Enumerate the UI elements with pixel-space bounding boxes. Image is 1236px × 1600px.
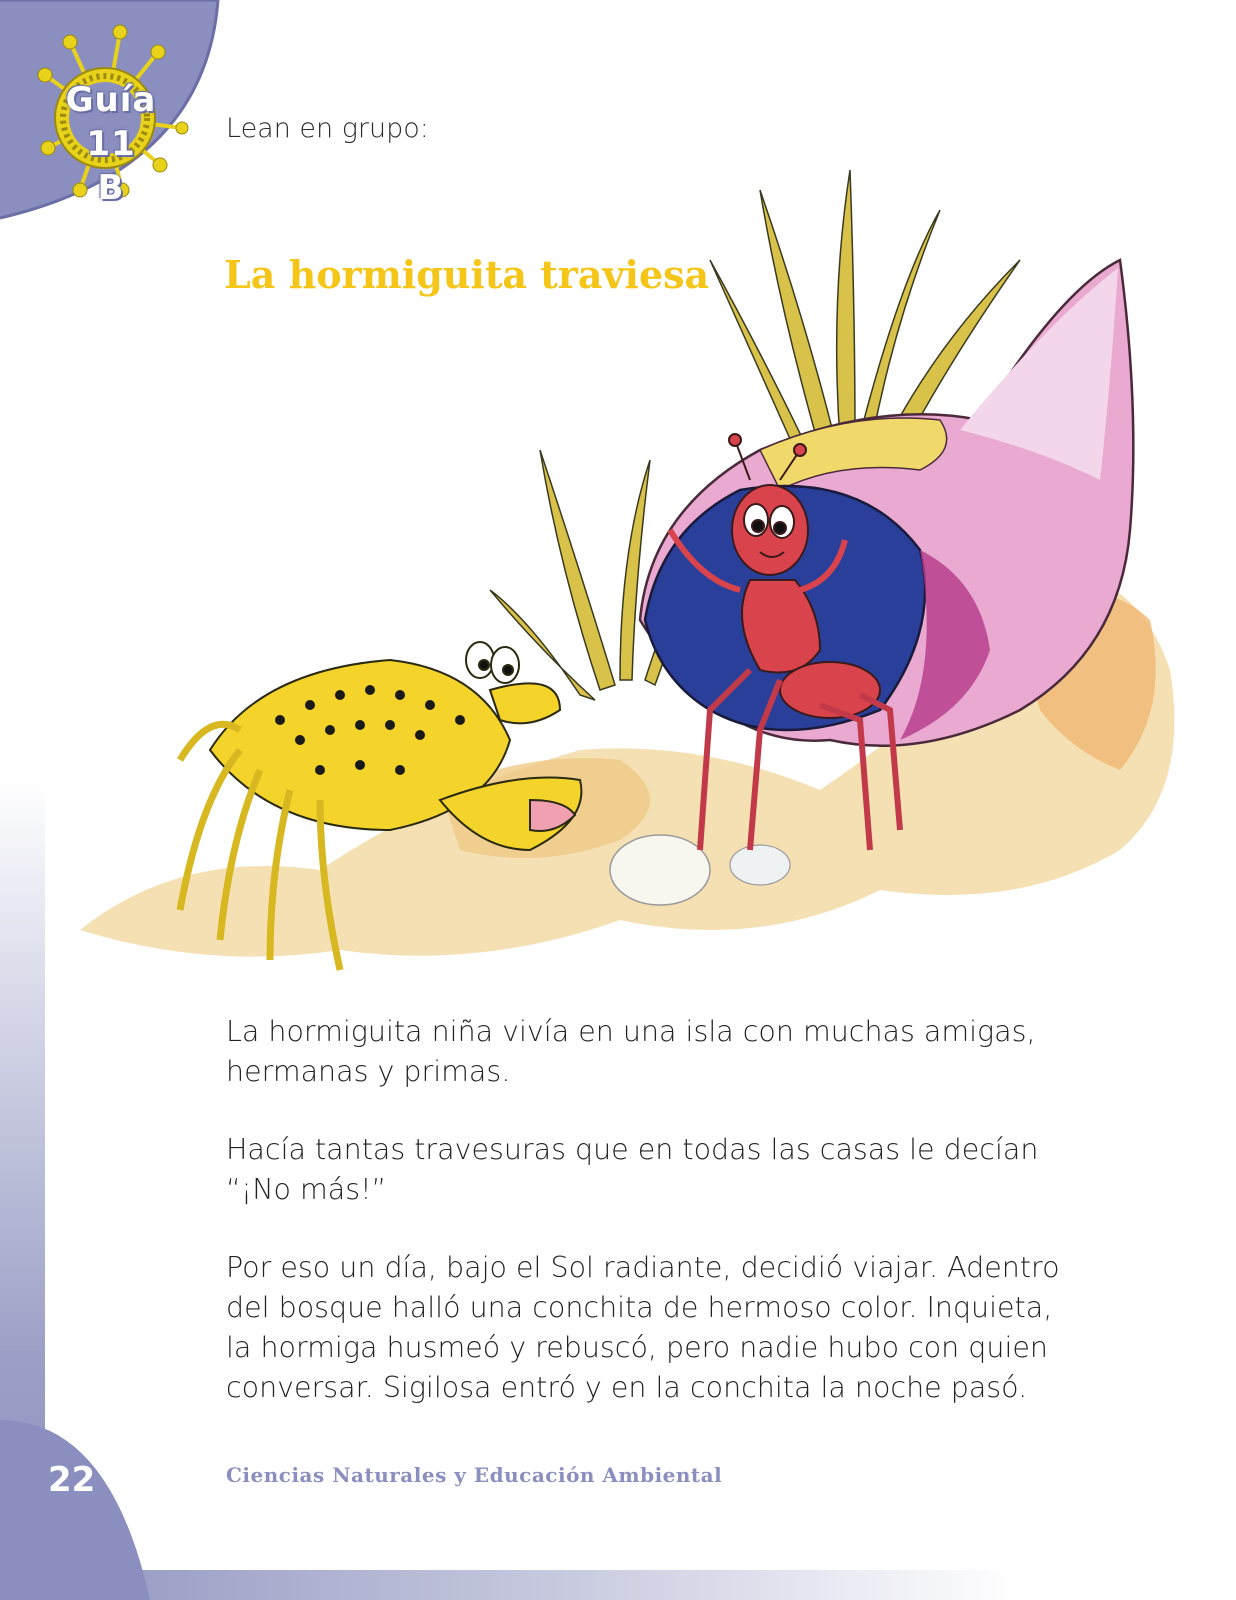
subject-footer: Ciencias Naturales y Educación Ambiental	[226, 1463, 723, 1487]
story-paragraph: Hacía tantas travesuras que en todas las casas le decían “¡No más!”	[226, 1133, 1039, 1206]
guide-label: Guía 11 B	[65, 80, 157, 208]
story-title: La hormiguita traviesa	[224, 252, 710, 297]
story-paragraph: La hormiguita niña vivía en una isla con muchas amigas, hermanas y primas.	[226, 1015, 1036, 1088]
page-number-badge	[0, 1420, 150, 1600]
story-illustration	[60, 150, 1200, 1000]
page-number: 22	[48, 1460, 96, 1500]
story-body	[226, 1012, 1106, 1446]
seashell	[640, 260, 1133, 746]
bottom-gradient-strip	[140, 1570, 1236, 1600]
reading-instruction: Lean en grupo:	[226, 113, 429, 144]
story-paragraph: Por eso un día, bajo el Sol radiante, decidió viajar. Adentro del bosque halló una conchita de hermoso color. Inquieta, la hormiga husmeó y rebuscó, pero nadie hubo con quien conversar. Sigilosa entró y en la conchita la noche pasó.	[226, 1251, 1060, 1404]
